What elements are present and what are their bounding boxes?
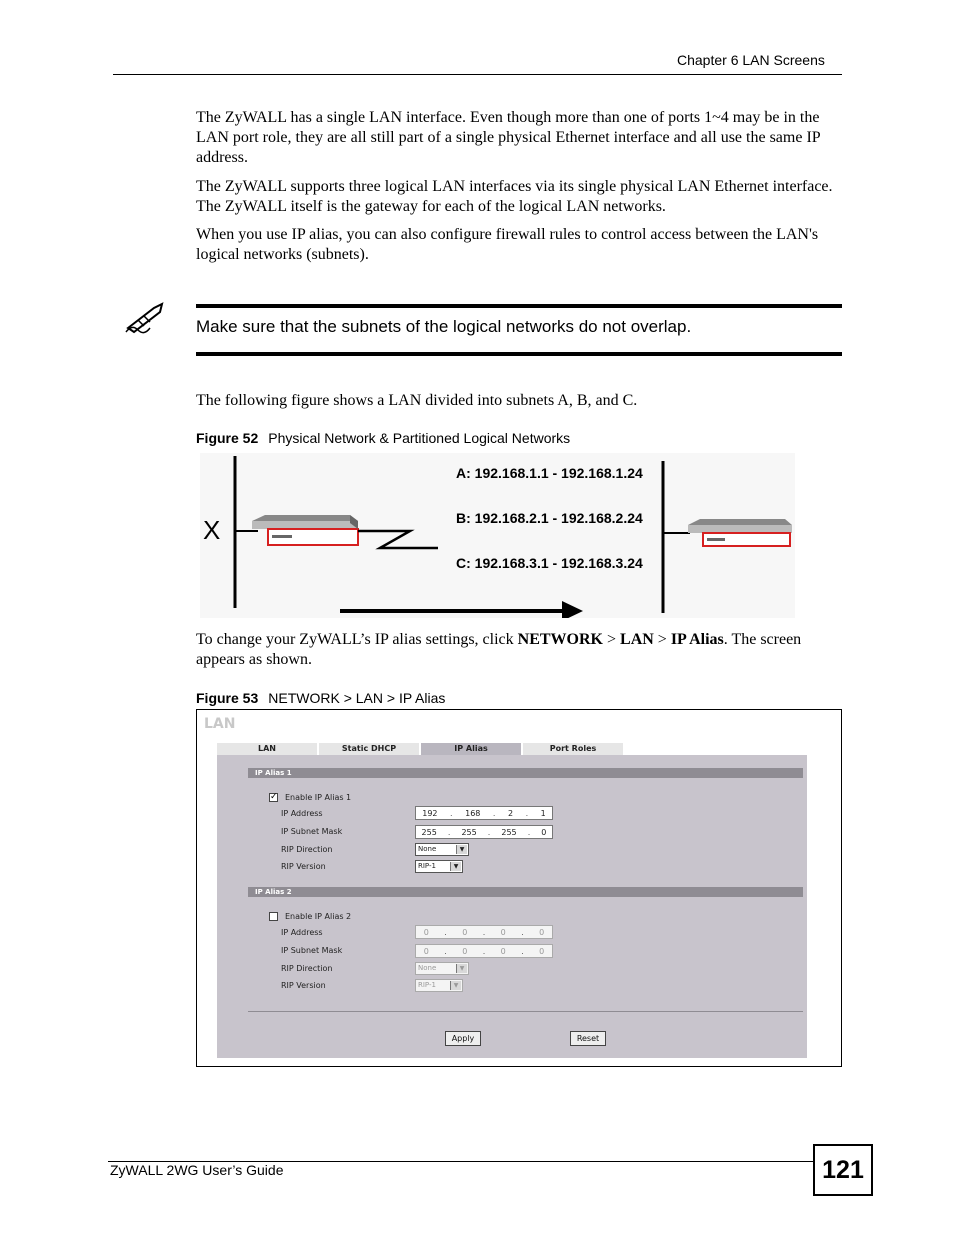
page-number: 121	[813, 1144, 873, 1196]
alias2-ip-octet3: 0	[500, 927, 506, 937]
dot: .	[444, 927, 447, 937]
dot: .	[450, 808, 453, 818]
subnet-a-label: A: 192.168.1.1 - 192.168.1.24	[456, 465, 643, 481]
alias1-ip-input[interactable]	[415, 806, 553, 820]
alias1-ripver-label: RIP Version	[281, 862, 326, 871]
alias1-ripdir-label: RIP Direction	[281, 845, 333, 854]
paragraph-2: The ZyWALL supports three logical LAN interfaces via its single physical LAN Ethernet interface. The ZyWALL itself is the gateway for each of the logical LAN networks.	[196, 178, 833, 215]
alias1-mask-input[interactable]	[415, 825, 553, 839]
dot: .	[482, 927, 486, 937]
alias1-rip-version-select[interactable]	[415, 860, 463, 873]
instruction-sep1: >	[602, 631, 621, 648]
note-bottom-rule	[196, 352, 842, 356]
section-ip-alias-1: IP Alias 1	[248, 768, 803, 778]
figure52-label: Figure 52	[196, 430, 259, 446]
alias1-rip-direction-select[interactable]	[415, 843, 469, 856]
alias1-mask-octet2: 255	[461, 827, 477, 837]
enable-alias2-checkbox[interactable]	[269, 912, 278, 921]
reset-button[interactable]: Reset	[570, 1031, 606, 1046]
instruction-network: NETWORK	[517, 631, 603, 648]
alias2-ip-octet2: 0	[462, 927, 468, 937]
alias2-ip-octet4: 0	[539, 927, 545, 937]
paragraph-3: When you use IP alias, you can also configure firewall rules to control access between the LAN's logical networks (subnets).	[196, 226, 819, 263]
dot: .	[521, 946, 524, 956]
alias1-ip-label: IP Address	[281, 809, 323, 818]
zywall-device-left	[252, 515, 358, 545]
instruction-post: . The screen appears as shown.	[196, 631, 802, 668]
alias2-mask-octet3: 0	[500, 946, 506, 956]
settings-panel	[217, 755, 807, 1058]
alias1-mask-octet3: 255	[501, 827, 517, 837]
figure52-title: Physical Network & Partitioned Logical Networks	[268, 430, 571, 446]
figure52-intro: The following figure shows a LAN divided into subnets A, B, and C.	[196, 392, 638, 409]
alias2-ip-label: IP Address	[281, 928, 323, 937]
alias2-ip-octet1: 0	[423, 927, 429, 937]
alias1-mask-label: IP Subnet Mask	[281, 827, 343, 836]
instruction-sep2: >	[653, 631, 671, 648]
ip-alias-screen	[196, 709, 842, 1067]
subnet-b-label: B: 192.168.2.1 - 192.168.2.24	[456, 510, 643, 526]
alias2-mask-octet2: 0	[462, 946, 468, 956]
header-rule	[113, 74, 842, 75]
button-divider	[248, 1011, 803, 1012]
instruction-lan: LAN	[620, 631, 654, 648]
alias1-rip-version-value: RIP-1	[418, 862, 436, 870]
dot: .	[525, 808, 529, 818]
alias1-rip-direction-value: None	[418, 845, 437, 853]
zywall-device-right	[688, 519, 792, 546]
alias1-ip-octet3: 2	[507, 808, 514, 818]
footer-guide-title: ZyWALL 2WG User’s Guide	[110, 1162, 284, 1178]
figure53-label: Figure 53	[196, 690, 259, 706]
tab-port-roles[interactable]: Port Roles	[523, 743, 623, 755]
enable-alias1-checkbox[interactable]: ✓	[270, 792, 278, 802]
instruction-pre: To change your ZyWALL’s IP alias settings, click	[196, 631, 518, 648]
figure53-title: NETWORK > LAN > IP Alias	[268, 690, 446, 706]
figure52-caption	[196, 430, 570, 446]
apply-button[interactable]: Apply	[445, 1031, 481, 1046]
dot: .	[521, 927, 524, 937]
alias2-mask-octet4: 0	[539, 946, 545, 956]
dot: .	[527, 827, 531, 837]
alias2-rip-version-value: RIP-1	[418, 981, 436, 989]
tab-lan[interactable]: LAN	[217, 743, 317, 755]
alias2-mask-input[interactable]	[415, 944, 553, 958]
alias1-ip-octet4: 1	[540, 808, 546, 818]
chevron-down-icon: ▼	[450, 862, 461, 871]
tab-bar	[217, 743, 625, 755]
dot: .	[444, 946, 447, 956]
tab-ip-alias[interactable]: IP Alias	[421, 743, 521, 755]
chapter-header: Chapter 6 LAN Screens	[677, 52, 825, 68]
note-text: Make sure that the subnets of the logical networks do not overlap.	[196, 317, 692, 336]
alias2-rip-direction-select[interactable]	[415, 962, 469, 975]
screen-title: LAN	[204, 716, 236, 732]
dot: .	[482, 946, 486, 956]
subnet-c-label: C: 192.168.3.1 - 192.168.3.24	[456, 555, 643, 571]
dot: .	[492, 808, 496, 818]
network-diagram	[200, 453, 795, 618]
dot: .	[447, 827, 451, 837]
note-top-rule	[196, 304, 842, 308]
alias2-mask-octet1: 0	[423, 946, 429, 956]
alias2-ripver-label: RIP Version	[281, 981, 326, 990]
instruction-paragraph	[196, 630, 846, 670]
enable-alias2-label: Enable IP Alias 2	[285, 912, 352, 921]
figure53-caption	[196, 690, 445, 706]
alias2-ripdir-label: RIP Direction	[281, 964, 333, 973]
alias2-rip-version-select[interactable]	[415, 979, 463, 992]
chevron-down-icon: ▼	[450, 981, 461, 990]
tab-static-dhcp[interactable]: Static DHCP	[319, 743, 419, 755]
alias2-rip-direction-value: None	[418, 964, 437, 972]
alias2-ip-input[interactable]	[415, 925, 553, 939]
instruction-ip-alias: IP Alias	[670, 631, 724, 648]
section-ip-alias-2: IP Alias 2	[248, 887, 803, 897]
chevron-down-icon: ▼	[456, 845, 467, 854]
alias1-mask-octet4: 0	[541, 827, 547, 837]
paragraph-1: The ZyWALL has a single LAN interface. Even though more than one of ports 1~4 may be in the LAN port role, they are all still part of a single physical Ethernet interface and all use the same IP address.	[196, 109, 821, 166]
note-pencil-icon	[124, 302, 174, 336]
diagram-x-label: X	[203, 515, 221, 545]
chevron-down-icon: ▼	[456, 964, 467, 973]
dot: .	[487, 827, 491, 837]
alias1-mask-octet1: 255	[421, 827, 437, 837]
alias1-ip-octet1: 192	[422, 808, 438, 818]
alias2-mask-label: IP Subnet Mask	[281, 946, 343, 955]
enable-alias1-label: Enable IP Alias 1	[285, 793, 352, 802]
alias1-ip-octet2: 168	[465, 808, 481, 818]
